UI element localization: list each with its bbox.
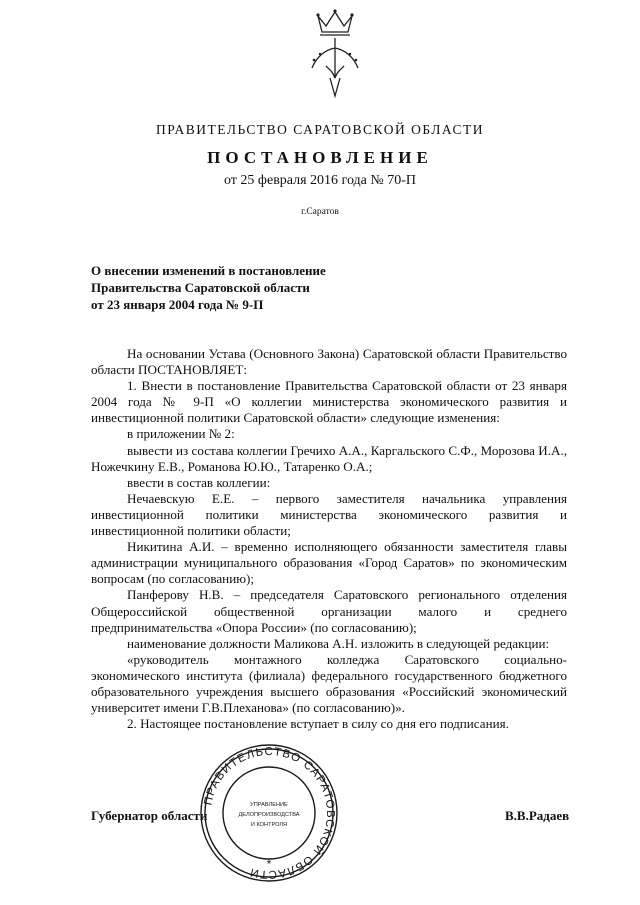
seal-center-text: И КОНТРОЛЯ	[250, 822, 288, 828]
seal-center-text: УПРАВЛЕНИЕ	[250, 802, 288, 808]
signatory-role: Губернатор области	[91, 808, 208, 823]
document-date-number: от 25 февраля 2016 года № 70-П	[223, 173, 417, 188]
coat-of-arms-emblem	[300, 8, 370, 100]
government-name: ПРАВИТЕЛЬСТВО САРАТОВСКОЙ ОБЛАСТИ	[156, 122, 484, 137]
signatory-name: В.В.Радаев	[505, 808, 570, 823]
document-body	[91, 346, 567, 732]
body-paragraph: На основании Устава (Основного Закона) Саратовской области Правительство области ПОСТАНОВЛЯЕТ:	[91, 346, 567, 378]
body-paragraph: вывести из состава коллегии Гречихо А.А., Каргальского С.Ф., Морозова И.А., Ножечкину Е.В., Романова Ю.Ю., Татаренко О.А.;	[91, 442, 567, 474]
seal-star: *	[266, 857, 272, 871]
body-paragraph: наименование должности Маликова А.Н. изложить в следующей редакции:	[127, 635, 550, 651]
body-paragraph: ввести в состав коллегии:	[127, 474, 271, 490]
body-paragraph: Панферову Н.В. – председателя Саратовского регионального отделения Общероссийской общественной организации малого и среднего предпринимательства «Опора России» (по согласованию);	[91, 587, 567, 635]
document-title: ПОСТАНОВЛЕНИЕ	[207, 148, 433, 167]
body-paragraph: «руководитель монтажного колледжа Саратовского социально-экономического института (филиала) федерального государственного бюджетного образовательного учреждения высшего образования «Российский экономический университет имени Г.В.Плеханова» (по согласованию)».	[91, 651, 567, 716]
subject-line: О внесении изменений в постановление	[91, 263, 326, 278]
body-paragraph: 2. Настоящее постановление вступает в силу со дня его подписания.	[127, 716, 509, 732]
seal-center-text: ДЕЛОПРОИЗВОДСТВА	[238, 812, 300, 818]
body-paragraph: в приложении № 2:	[127, 426, 235, 442]
body-paragraph: Нечаевскую Е.Е. – первого заместителя начальника управления инвестиционной политики министерства экономического развития и инвестиционной политики области;	[91, 490, 567, 539]
subject-line: от 23 января 2004 года № 9-П	[91, 297, 264, 312]
document-city: г.Саратов	[301, 207, 339, 217]
seal-ring-text: ПРАВИТЕЛЬСТВО САРАТОВСКОЙ ОБЛАСТИ	[202, 745, 337, 881]
body-paragraph: 1. Внести в постановление Правительства Саратовской области от 23 января 2004 года № 9-П «О коллегии министерства экономического развития и инвестиционной политики Саратовской области» следующие изменения:	[91, 378, 567, 426]
body-paragraph: Никитина А.И. – временно исполняющего обязанности заместителя главы администрации муниципального образования «Город Саратов» по экономическим вопросам (по согласованию);	[91, 539, 567, 587]
official-seal-stamp	[198, 742, 340, 884]
subject-line: Правительства Саратовской области	[91, 280, 310, 295]
document-subject	[91, 262, 411, 313]
